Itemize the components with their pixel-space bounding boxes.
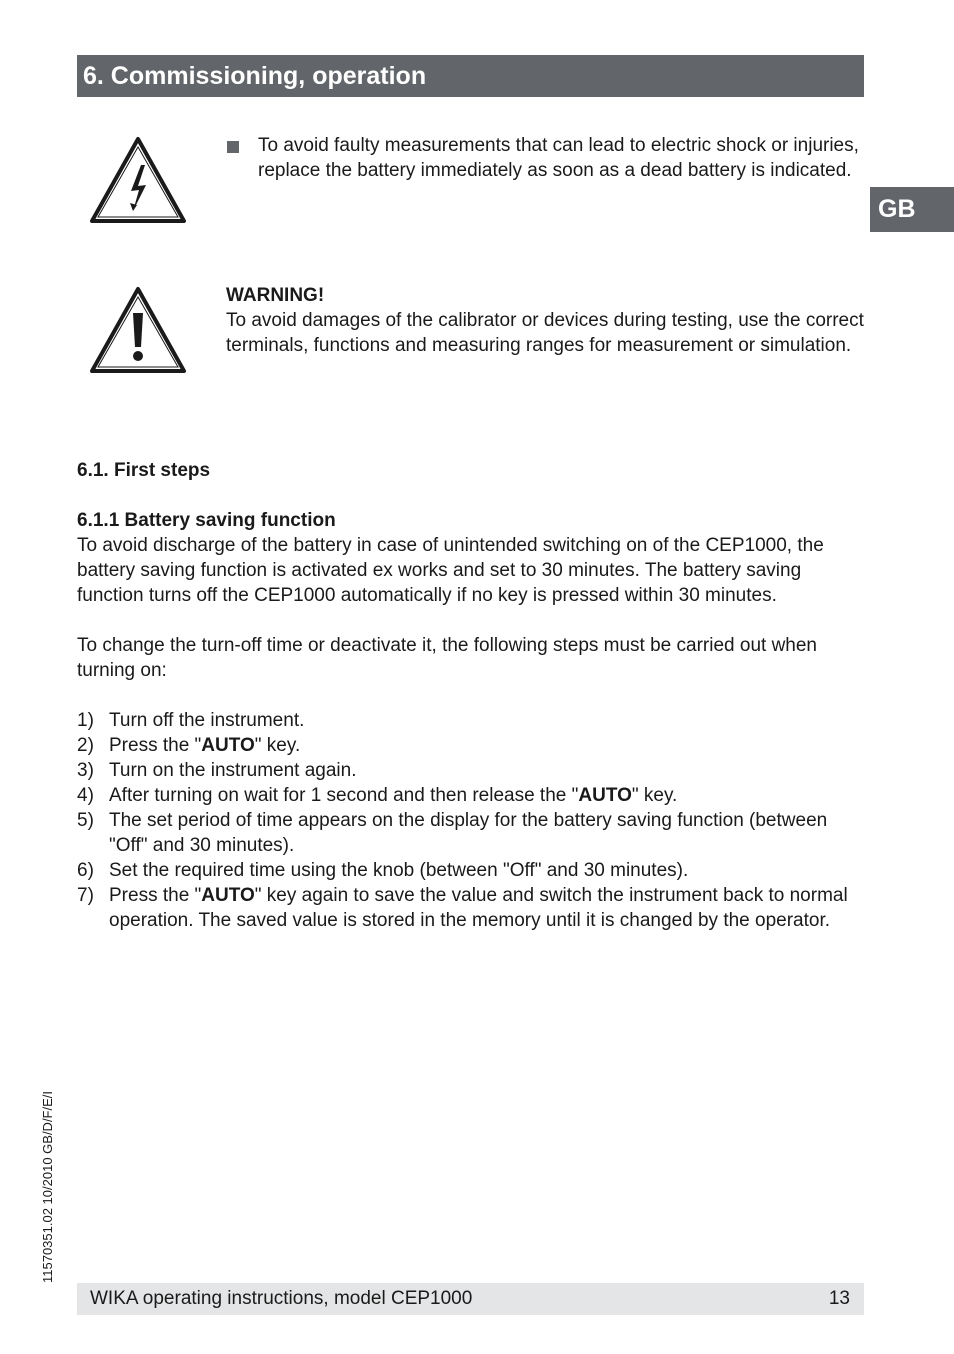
- step-number: 5): [77, 810, 94, 831]
- step-text: Turn off the instrument.: [109, 710, 305, 731]
- subsection-heading-battery-saving: 6.1.1 Battery saving function: [77, 510, 336, 531]
- list-item: [77, 758, 867, 783]
- step-text: Press the "AUTO" key again to save the value and switch the instrument back to normal operation. The saved value is stored in the memory until it is changed by the operator.: [109, 885, 848, 931]
- step-text: Set the required time using the knob (between "Off" and 30 minutes).: [109, 860, 689, 881]
- step-number: 7): [77, 885, 94, 906]
- list-item: [77, 708, 867, 733]
- page-footer: [77, 1283, 864, 1315]
- key-name: AUTO: [201, 885, 255, 906]
- steps-list: [77, 708, 867, 933]
- battery-saving-paragraph: To avoid discharge of the battery in case of unintended switching on of the CEP1000, the battery saving function is activated ex works and set to 30 minutes. The battery saving function turns off the CEP1000 automatically if no key is pressed within 30 minutes.: [77, 535, 824, 606]
- step-text: Turn on the instrument again.: [109, 760, 357, 781]
- list-item: [77, 883, 867, 933]
- section-heading-first-steps: 6.1. First steps: [77, 460, 211, 481]
- step-text: The set period of time appears on the display for the battery saving function (between "Off" and 30 minutes).: [109, 810, 828, 856]
- step-number: 4): [77, 785, 94, 806]
- warning-text: To avoid damages of the calibrator or devices during testing, use the correct terminals, functions and measuring ranges for measurement or simulation.: [226, 310, 864, 356]
- step-text: Press the "AUTO" key.: [109, 735, 301, 756]
- list-item: [77, 858, 867, 883]
- turn-off-time-paragraph: To change the turn-off time or deactivate it, the following steps must be carried out when turning on:: [77, 635, 817, 681]
- warning-title: WARNING!: [226, 285, 325, 306]
- exclamation-warning-icon: [88, 285, 188, 375]
- bullet-square-icon: [227, 141, 239, 153]
- section-title: 6. Commissioning, operation: [77, 55, 864, 97]
- danger-note: [226, 133, 866, 183]
- list-item: [77, 783, 867, 808]
- language-tab: GB: [870, 187, 954, 232]
- step-number: 1): [77, 710, 94, 731]
- step-number: 3): [77, 760, 94, 781]
- page-number: 13: [828, 1288, 850, 1309]
- key-name: AUTO: [201, 735, 255, 756]
- footer-doc-title: WIKA operating instructions, model CEP1000: [90, 1288, 473, 1309]
- step-number: 2): [77, 735, 94, 756]
- document-code: 11570351.02 10/2010 GB/D/F/E/I: [40, 1090, 55, 1283]
- electric-hazard-icon: [88, 135, 188, 225]
- list-item: [77, 808, 867, 858]
- step-number: 6): [77, 860, 94, 881]
- step-text: After turning on wait for 1 second and then release the "AUTO" key.: [109, 785, 678, 806]
- list-item: [77, 733, 867, 758]
- key-name: AUTO: [578, 785, 632, 806]
- warning-note: [226, 283, 866, 358]
- danger-text: To avoid faulty measurements that can lead to electric shock or injuries, replace the battery immediately as soon as a dead battery is indicated.: [258, 135, 859, 181]
